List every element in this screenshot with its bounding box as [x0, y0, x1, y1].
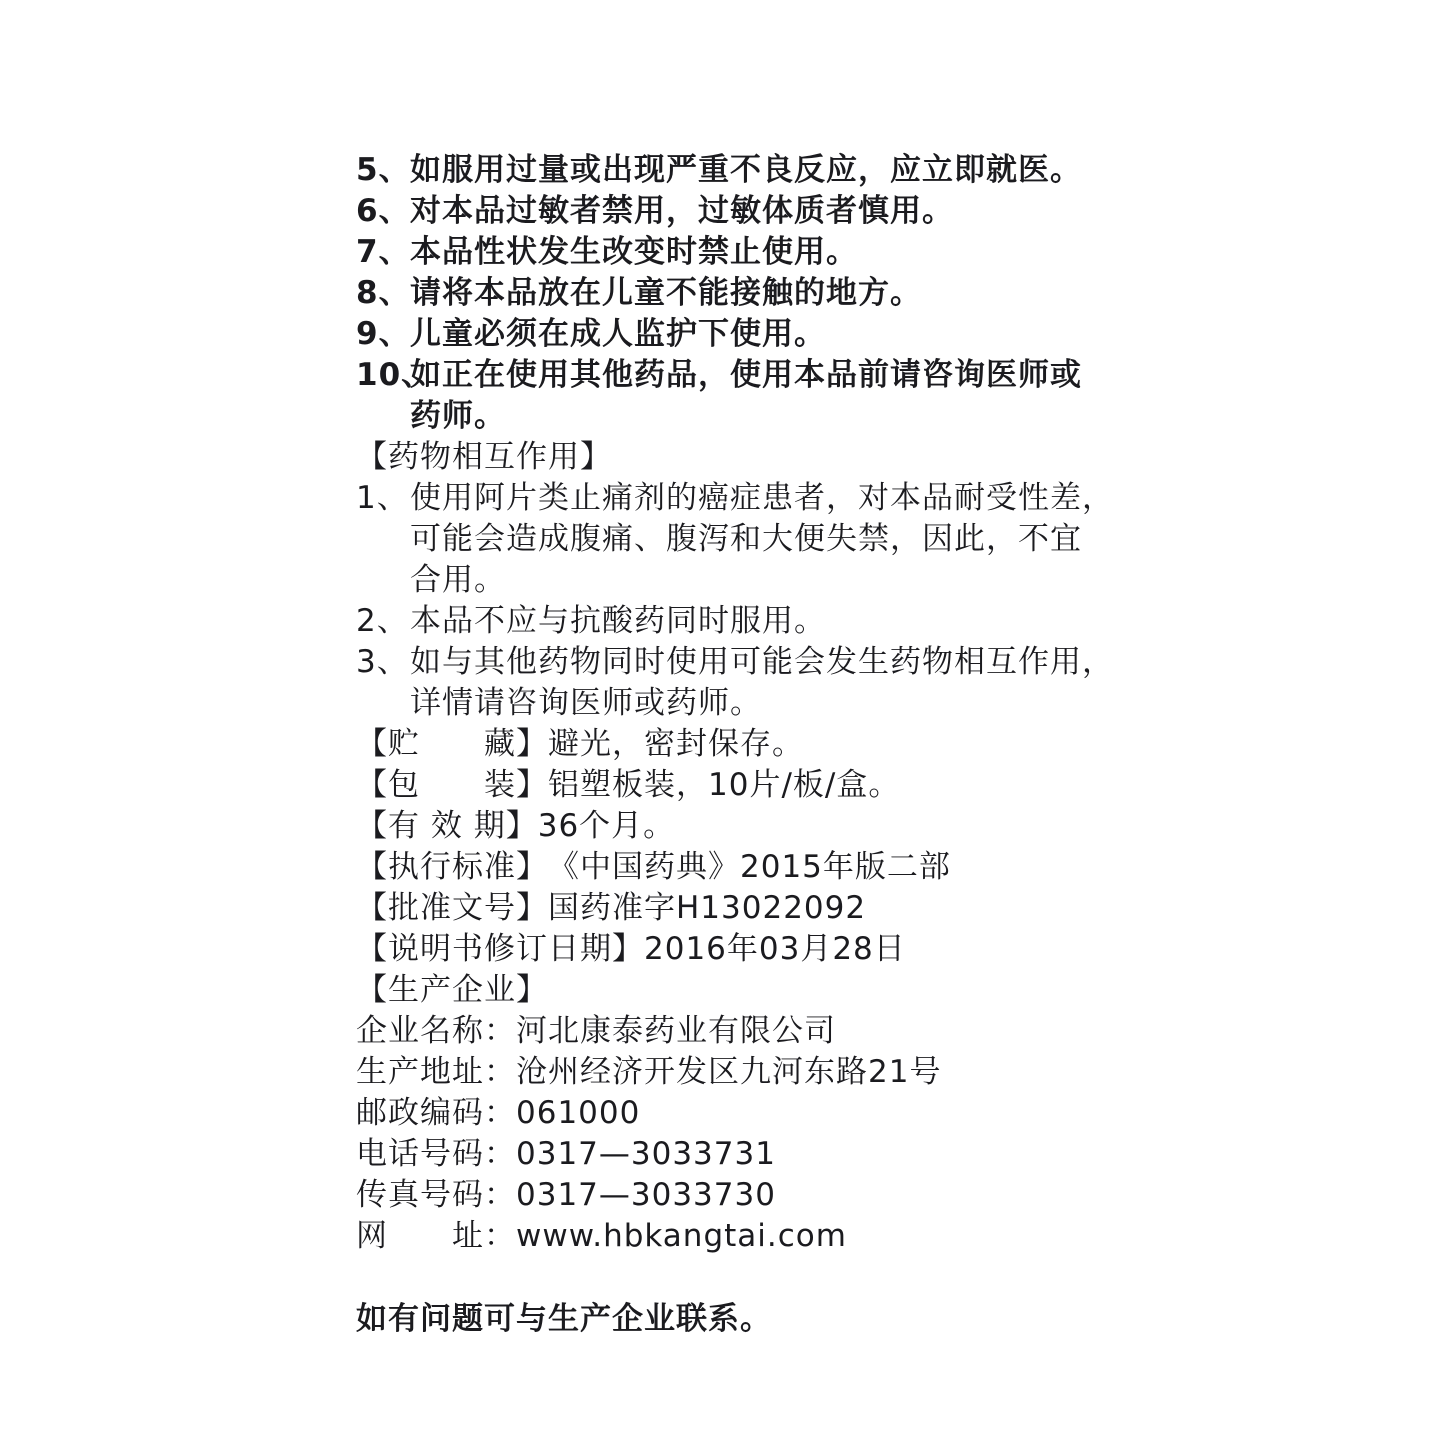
- field-value: 061000: [516, 1095, 641, 1131]
- item-number: 3、: [356, 644, 409, 680]
- item-text: 本品不应与抗酸药同时服用。: [410, 603, 826, 639]
- precaution-item: [356, 355, 1216, 396]
- field-package: [356, 765, 1216, 806]
- manufacturer-address: [356, 1052, 1216, 1093]
- item-text: 使用阿片类止痛剂的癌症患者，对本品耐受性差，: [410, 480, 1114, 516]
- field-value: www.hbkangtai.com: [516, 1218, 847, 1254]
- field-label: 网 址：: [356, 1218, 516, 1254]
- manufacturer-postcode: [356, 1093, 1216, 1134]
- item-text: 如与其他药物同时使用可能会发生药物相互作用，: [410, 644, 1114, 680]
- field-label: 传真号码：: [356, 1177, 516, 1213]
- item-text: 如正在使用其他药品，使用本品前请咨询医师或: [410, 357, 1082, 393]
- precaution-item: [356, 273, 1216, 314]
- item-text: 如服用过量或出现严重不良反应，应立即就医。: [410, 152, 1082, 188]
- manufacturer-website: [356, 1216, 1216, 1257]
- manufacturer-name: [356, 1011, 1216, 1052]
- precaution-item: [356, 314, 1216, 355]
- section-heading-interactions: 【药物相互作用】: [356, 439, 612, 475]
- item-number: 7、: [356, 234, 411, 270]
- item-continuation: 药师。: [410, 398, 506, 434]
- field-approval-number: [356, 888, 1216, 929]
- item-continuation: 可能会造成腹痛、腹泻和大便失禁，因此，不宜: [410, 521, 1082, 557]
- field-value: 避光，密封保存。: [548, 726, 804, 762]
- field-value: 36个月。: [537, 808, 676, 844]
- field-value: 国药准字H13022092: [548, 890, 867, 926]
- field-label: 【批准文号】: [356, 890, 548, 926]
- interaction-item: [356, 478, 1216, 519]
- field-label: 生产地址：: [356, 1054, 516, 1090]
- precaution-item: [356, 232, 1216, 273]
- item-number: 8、: [356, 275, 411, 311]
- field-value: 沧州经济开发区九河东路21号: [516, 1054, 942, 1090]
- field-label: 邮政编码：: [356, 1095, 516, 1131]
- field-value: 2016年03月28日: [644, 931, 906, 967]
- item-text: 对本品过敏者禁用，过敏体质者慎用。: [410, 193, 954, 229]
- field-value: 《中国药典》2015年版二部: [548, 849, 951, 885]
- item-number: 10、: [356, 357, 434, 393]
- field-value: 河北康泰药业有限公司: [516, 1013, 836, 1049]
- field-value: 0317—3033730: [516, 1177, 776, 1213]
- field-value: 0317—3033731: [516, 1136, 776, 1172]
- precaution-item: [356, 191, 1216, 232]
- item-continuation: 合用。: [410, 562, 506, 598]
- item-number: 5、: [356, 152, 411, 188]
- interaction-item: [356, 601, 1216, 642]
- field-storage: [356, 724, 1216, 765]
- field-label: 【贮 藏】: [356, 726, 548, 762]
- item-number: 2、: [356, 603, 409, 639]
- field-label: 【说明书修订日期】: [356, 931, 644, 967]
- section-heading-manufacturer: 【生产企业】: [356, 972, 548, 1008]
- field-standard: [356, 847, 1216, 888]
- field-label: 【有 效 期】: [356, 808, 538, 844]
- item-number: 1、: [356, 480, 409, 516]
- precaution-item: [356, 150, 1216, 191]
- leaflet-text: [356, 150, 1216, 1340]
- manufacturer-fax: [356, 1175, 1216, 1216]
- item-text: 请将本品放在儿童不能接触的地方。: [410, 275, 922, 311]
- field-label: 【执行标准】: [356, 849, 548, 885]
- field-revision-date: [356, 929, 1216, 970]
- item-number: 6、: [356, 193, 411, 229]
- item-continuation: 详情请咨询医师或药师。: [410, 685, 762, 721]
- field-label: 【包 装】: [356, 767, 548, 803]
- item-text: 本品性状发生改变时禁止使用。: [410, 234, 858, 270]
- interaction-item: [356, 642, 1216, 683]
- field-label: 企业名称：: [356, 1013, 516, 1049]
- item-text: 儿童必须在成人监护下使用。: [410, 316, 826, 352]
- item-number: 9、: [356, 316, 411, 352]
- spacer: [356, 1257, 1216, 1299]
- field-label: 电话号码：: [356, 1136, 516, 1172]
- field-shelf-life: [356, 806, 1216, 847]
- footer-note: 如有问题可与生产企业联系。: [356, 1301, 772, 1337]
- manufacturer-phone: [356, 1134, 1216, 1175]
- field-value: 铝塑板装，10片/板/盒。: [548, 767, 901, 803]
